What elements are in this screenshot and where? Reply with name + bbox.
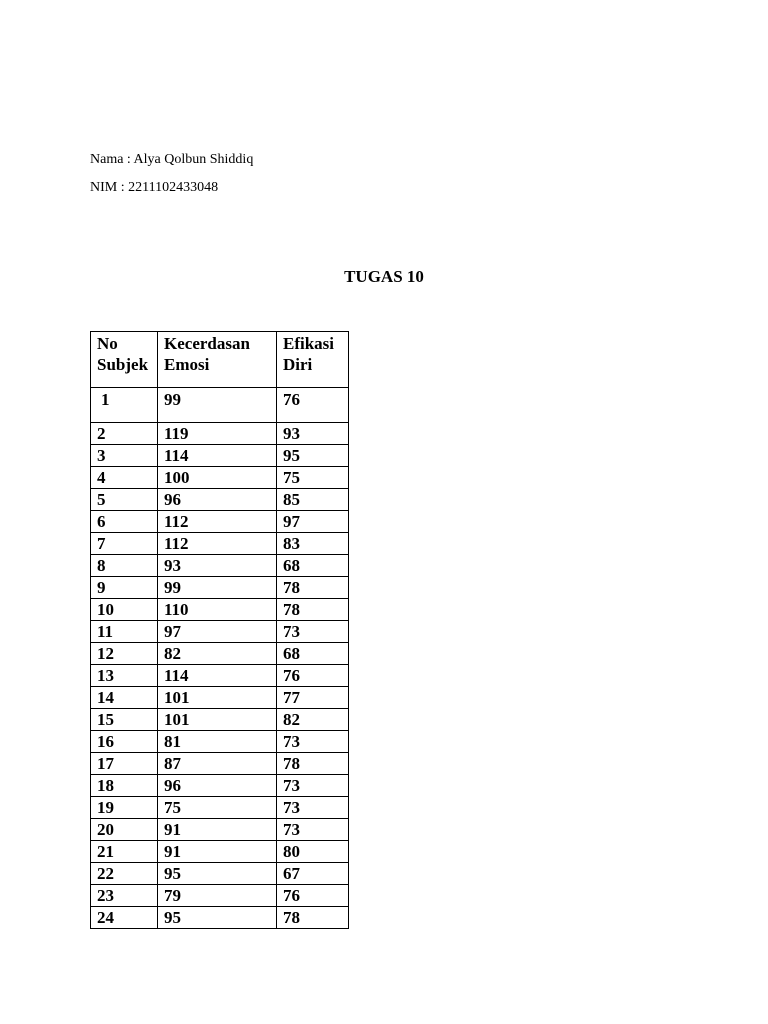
column-header-line: Kecerdasan [164,334,250,353]
table-row [91,863,349,885]
table-row [91,819,349,841]
cell-efikasi-diri: 76 [277,885,349,907]
cell-efikasi-diri: 93 [277,423,349,445]
table-row [91,388,349,423]
cell-kecerdasan-emosi: 91 [158,841,277,863]
cell-no-subjek: 18 [91,775,158,797]
cell-no-subjek: 10 [91,599,158,621]
cell-kecerdasan-emosi: 82 [158,643,277,665]
table-row [91,665,349,687]
cell-no-subjek: 2 [91,423,158,445]
cell-efikasi-diri: 80 [277,841,349,863]
table-header-row [91,332,349,388]
cell-efikasi-diri: 68 [277,555,349,577]
cell-efikasi-diri: 83 [277,533,349,555]
cell-efikasi-diri: 78 [277,577,349,599]
cell-efikasi-diri: 73 [277,797,349,819]
cell-efikasi-diri: 73 [277,731,349,753]
cell-no-subjek: 19 [91,797,158,819]
cell-kecerdasan-emosi: 112 [158,533,277,555]
cell-efikasi-diri: 76 [277,665,349,687]
cell-efikasi-diri: 97 [277,511,349,533]
cell-no-subjek: 13 [91,665,158,687]
cell-no-subjek: 5 [91,489,158,511]
column-header-line: Diri [283,355,313,374]
column-header-kecerdasan-emosi [158,332,277,388]
table-row [91,841,349,863]
table-row [91,577,349,599]
cell-kecerdasan-emosi: 101 [158,709,277,731]
cell-no-subjek: 4 [91,467,158,489]
table-row [91,885,349,907]
cell-no-subjek: 20 [91,819,158,841]
cell-kecerdasan-emosi: 91 [158,819,277,841]
data-table [90,331,349,929]
cell-kecerdasan-emosi: 99 [158,577,277,599]
cell-efikasi-diri: 78 [277,907,349,929]
cell-kecerdasan-emosi: 75 [158,797,277,819]
column-header-line: Emosi [164,355,210,374]
cell-kecerdasan-emosi: 81 [158,731,277,753]
cell-kecerdasan-emosi: 101 [158,687,277,709]
cell-kecerdasan-emosi: 114 [158,665,277,687]
cell-kecerdasan-emosi: 112 [158,511,277,533]
table-row [91,489,349,511]
cell-no-subjek: 8 [91,555,158,577]
table-row [91,907,349,929]
table-row [91,643,349,665]
column-header-line: Subjek [97,355,149,374]
table-row [91,775,349,797]
cell-no-subjek: 24 [91,907,158,929]
cell-no-subjek: 12 [91,643,158,665]
cell-kecerdasan-emosi: 96 [158,489,277,511]
cell-no-subjek: 23 [91,885,158,907]
table-body [91,388,349,929]
table-row [91,709,349,731]
cell-no-subjek: 3 [91,445,158,467]
cell-efikasi-diri: 67 [277,863,349,885]
table-row [91,555,349,577]
table-row [91,753,349,775]
table-row [91,731,349,753]
cell-efikasi-diri: 73 [277,775,349,797]
cell-no-subjek: 22 [91,863,158,885]
cell-efikasi-diri: 73 [277,819,349,841]
cell-no-subjek: 21 [91,841,158,863]
table-row [91,445,349,467]
cell-no-subjek: 7 [91,533,158,555]
table-row [91,797,349,819]
column-header-no-subjek [91,332,158,388]
table-row [91,533,349,555]
cell-no-subjek: 11 [91,621,158,643]
cell-efikasi-diri: 82 [277,709,349,731]
cell-kecerdasan-emosi: 96 [158,775,277,797]
cell-no-subjek: 15 [91,709,158,731]
cell-no-subjek: 14 [91,687,158,709]
cell-kecerdasan-emosi: 95 [158,863,277,885]
cell-efikasi-diri: 75 [277,467,349,489]
cell-no-subjek: 1 [91,388,158,423]
cell-efikasi-diri: 73 [277,621,349,643]
cell-efikasi-diri: 95 [277,445,349,467]
cell-kecerdasan-emosi: 100 [158,467,277,489]
student-nim-line: NIM : 2211102433048 [90,180,219,195]
column-header-line: Efikasi [283,334,335,353]
cell-no-subjek: 6 [91,511,158,533]
cell-no-subjek: 17 [91,753,158,775]
table-row [91,423,349,445]
table-row [91,467,349,489]
cell-efikasi-diri: 85 [277,489,349,511]
cell-efikasi-diri: 68 [277,643,349,665]
cell-kecerdasan-emosi: 114 [158,445,277,467]
cell-kecerdasan-emosi: 93 [158,555,277,577]
cell-efikasi-diri: 78 [277,599,349,621]
table-row [91,511,349,533]
cell-kecerdasan-emosi: 97 [158,621,277,643]
cell-efikasi-diri: 77 [277,687,349,709]
table-row [91,599,349,621]
cell-kecerdasan-emosi: 95 [158,907,277,929]
table-row [91,621,349,643]
cell-no-subjek: 9 [91,577,158,599]
column-header-line: No [97,334,118,353]
column-header-efikasi-diri [277,332,349,388]
cell-efikasi-diri: 78 [277,753,349,775]
cell-kecerdasan-emosi: 99 [158,388,277,423]
cell-kecerdasan-emosi: 119 [158,423,277,445]
cell-kecerdasan-emosi: 87 [158,753,277,775]
cell-kecerdasan-emosi: 79 [158,885,277,907]
cell-no-subjek: 16 [91,731,158,753]
cell-kecerdasan-emosi: 110 [158,599,277,621]
table-row [91,687,349,709]
document-title: TUGAS 10 [344,267,424,286]
student-name-line: Nama : Alya Qolbun Shiddiq [90,152,254,167]
cell-efikasi-diri: 76 [277,388,349,423]
